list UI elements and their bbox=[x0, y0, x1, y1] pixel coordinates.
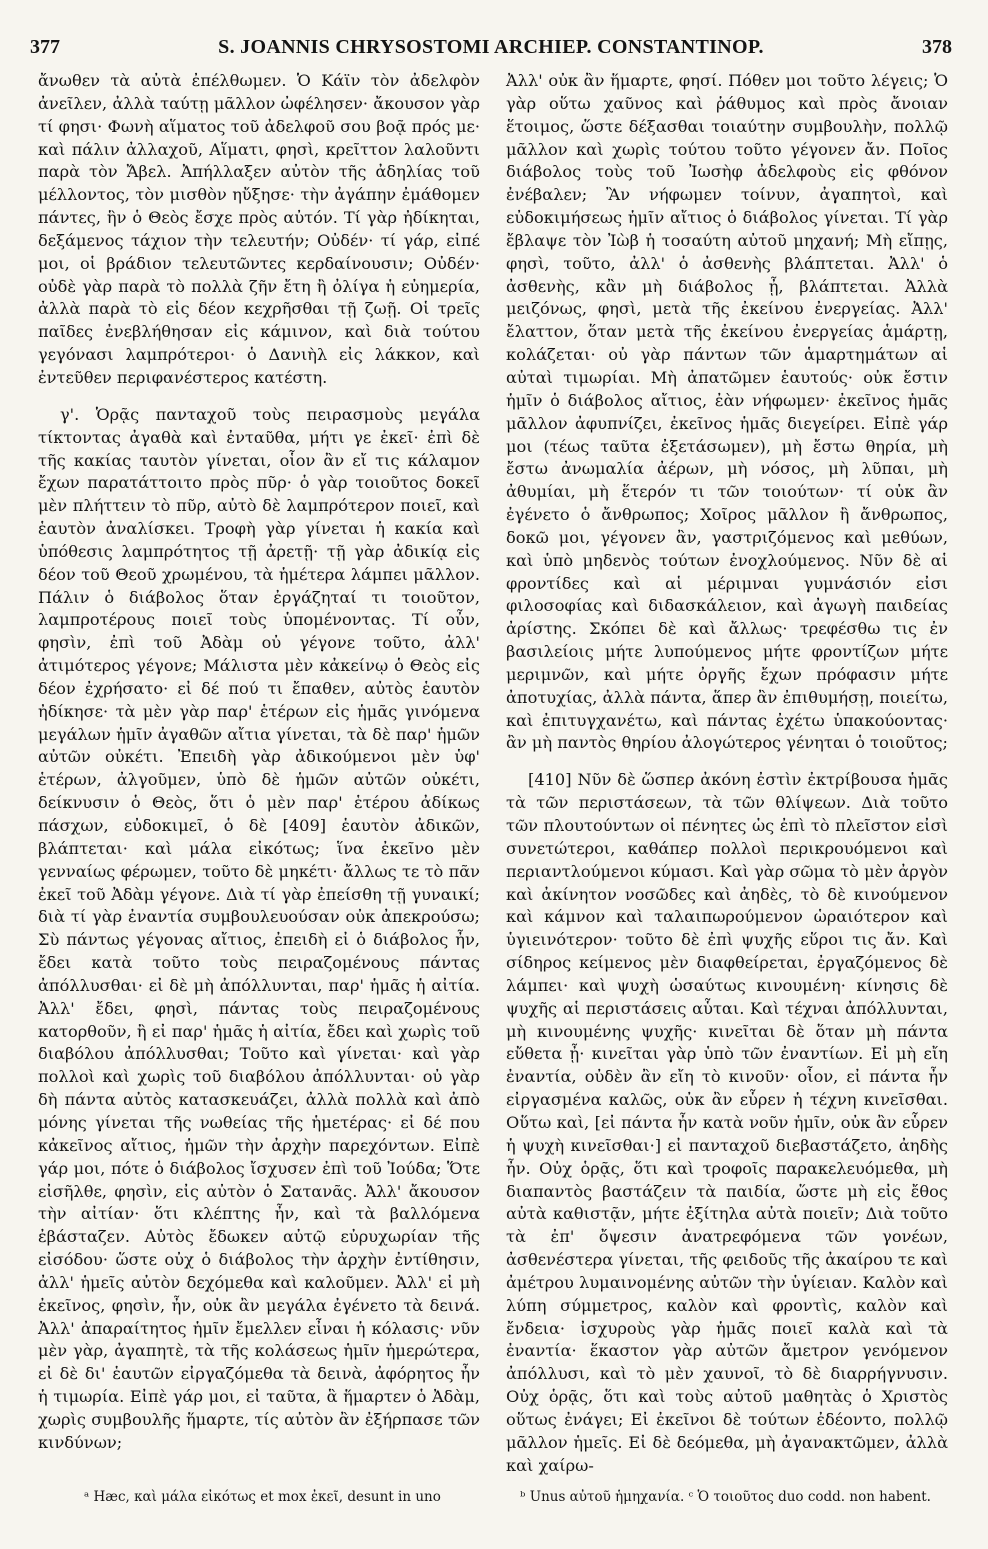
paragraph: ἄνωθεν τὰ αὐτὰ ἐπέλθωμεν. Ὁ Κάϊν τὸν ἀδελφὸν ἀνεῖλεν, ἀλλὰ ταύτῃ μᾶλλον ὠφέλησεν· ἄκουσον γὰρ τί φησι· Φωνὴ αἵματος τοῦ ἀδελφοῦ σου βοᾷ πρός με· καὶ πάλιν ἀλλαχοῦ, Αἵματι, φησὶ, κρεῖττον λαλοῦντι παρὰ τὸν Ἄβελ. Ἀπήλλαξεν αὐτὸν τῆς ἀδηλίας τοῦ μέλλοντος, τὸν μισθὸν ηὔξησε· τὴν ἀγάπην ἐμάθομεν πάντες, ἣν ὁ Θεὸς ἔσχε πρὸς αὐτόν. Τί γὰρ ἠδίκηται, δεξάμενος τάχιον τὴν τελευτήν; Οὐδέν· τί γάρ, εἰπέ μοι, οἱ βράδιον τελευτῶντες κερδαίνουσιν; Οὐδέν· οὐδὲ γὰρ παρὰ τὸ πολλὰ ζῆν ἔτη ἢ ὀλίγα ἡ εὐημερία, ἀλλὰ παρὰ τὸ εἰς δέον κεχρῆσθαι τῇ ζωῇ. Οἱ τρεῖς παῖδες ἐνεβλήθησαν εἰς κάμινον, καὶ διὰ τούτου γεγόνασι λαμπρότεροι· ὁ Δανιὴλ εἰς λάκκον, καὶ ἐντεῦθεν περιφανέστερος κατέστη. bbox=[38, 71, 480, 387]
paragraph: Ἀλλ' οὐκ ἂν ἥμαρτε, φησί. Πόθεν μοι τοῦτο λέγεις; Ὁ γὰρ οὕτω χαῦνος καὶ ῥάθυμος καὶ πρὸς ἄνοιαν ἕτοιμος, ὥστε δέξασθαι τοιαύτην συμβουλὴν, πολλῷ μᾶλλον καὶ χωρὶς τούτου τοῦτο γέγονεν ἄν. Ποῖος διάβολος τοὺς τοῦ Ἰωσὴφ ἀδελφοὺς εἰς φθόνον ἐνέβαλεν; Ἂν νήφωμεν τοίνυν, ἀγαπητοὶ, καὶ εὐδοκιμήσεως ἡμῖν αἴτιος ὁ διάβολος γίνεται. Τί γὰρ ἔβλαψε τὸν Ἰὼβ ἡ τοσαύτη αὐτοῦ μηχανή; Μὴ εἴπῃς, φησὶ, τοῦτο, ἀλλ' ὁ ἀσθενὴς βλάπτεται. Ἀλλ' ὁ ἀσθενὴς, κἂν μὴ διάβολος ᾖ, βλάπτεται. Ἀλλὰ μειζόνως, φησὶ, μετὰ τῆς ἐκείνου ἐνεργείας. Ἀλλ' ἔλαττον, ὅταν μετὰ τῆς ἐκείνου ἐνεργείας ἁμάρτῃ, κολάζεται· οὐ γὰρ πάντων τῶν ἁμαρτημάτων αἱ αὐταὶ τιμωρίαι. Μὴ ἀπατῶμεν ἑαυτούς· οὐκ ἔστιν ἡμῖν ὁ διάβολος αἴτιος, ἐὰν νήφωμεν· ἐκεῖνος ἡμᾶς μᾶλλον ἀφυπνίζει, ἐκεῖνος ἡμᾶς διεγείρει. Εἰπὲ γάρ μοι (τέως ταῦτα ἐξετάσωμεν), μὴ ἔστω θηρία, μὴ ἔστω ἀνωμαλία ἀέρων, μὴ νόσος, μὴ λῦπαι, μὴ ἀθυμίαι, μὴ ἕτερόν τι τῶν τοιούτων· τί οὐκ ἂν ἐγένετο ὁ ἄνθρωπος; Χοῖρος μᾶλλον ἢ ἄνθρωπος, δοκῶ μοι, γέγονεν ἂν, γαστριζόμενος καὶ μεθύων, καὶ ὑπὸ μηδενὸς τούτων ἐνοχλούμενος. Νῦν δὲ αἱ φροντίδες καὶ αἱ μέριμναι γυμνάσιόν εἰσι φιλοσοφίας καὶ διδασκάλειον, καὶ ἀγωγὴ παιδείας ἀρίστης. Σκόπει δὲ καὶ ἄλλως· τρεφέσθω τις ἐν βασιλείοις μήτε λυπούμενος μήτε φροντίζων μήτε μεριμνῶν, καὶ μήτε ὀργῆς ἔχων πρόφασιν μήτε ἀποτυχίας, ἀλλὰ πάντα, ἅπερ ἂν ἐπιθυμήσῃ, ποιείτω, καὶ ἐπιτυγχανέτω, καὶ πάντας ἐχέτω ὑπακούοντας· ἂν μὴ παντὸς θηρίου ἀλογώτερος γένηται ὁ τοιοῦτος; bbox=[506, 71, 948, 753]
footnote-right: ᵇ Unus αὐτοῦ ἡμηχανία. ᶜ Ὁ τοιοῦτος duo codd. non habent. bbox=[520, 1489, 931, 1505]
paragraph: [410] Νῦν δὲ ὥσπερ ἀκόνη ἐστὶν ἐκτρίβουσα ἡμᾶς τὰ τῶν περιστάσεων, τὰ τῶν θλίψεων. Διὰ τοῦτο τῶν πλουτούντων οἱ πένητες ὡς ἐπὶ τὸ πλεῖστον εἰσὶ συνετώτεροι, καθάπερ πολλοὶ περικρουόμενοι καὶ περιαντλούμενοι κύμασι. Καὶ γὰρ σῶμα τὸ μὲν ἀργὸν καὶ ἀκίνητον νοσῶδες καὶ ἀηδὲς, τὸ δὲ κινούμενον καὶ κάμνον καὶ ταλαιπωρούμενον ὡραιότερον καὶ ὑγιεινότερον· τοῦτο δὲ ἐπὶ ψυχῆς εὕροι τις ἄν. Καὶ σίδηρος κείμενος μὲν διαφθείρεται, ἐργαζόμενος δὲ λάμπει· καὶ ψυχὴ ὡσαύτως κινουμένη· κίνησις δὲ ψυχῆς αἱ περιστάσεις αὗται. Καὶ τέχναι ἀπόλλυνται, μὴ κινουμένης ψυχῆς· κινεῖται δὲ ὅταν μὴ πάντα εὔθετα ᾖ· κινεῖται γὰρ ὑπὸ τῶν ἐναντίων. Εἰ μὴ εἴη ἐναντία, οὐδὲν ἂν εἴη τὸ κινοῦν· οἷον, εἰ πάντα ἦν εἰργασμένα καλῶς, οὐκ ἂν εὗρεν ἡ τέχνη κινεῖσθαι. Οὕτω καὶ, [εἰ πάντα ἦν κατὰ νοῦν ἡμῖν, οὐκ ἂν εὗρεν ἡ ψυχὴ κινεῖσθαι·] εἰ πανταχοῦ διεβαστάζετο, ἀηδὴς ἦν. Οὐχ ὁρᾷς, ὅτι καὶ τροφοῖς παρακελευόμεθα, μὴ διαπαντὸς βαστάζειν τὰ παιδία, ὥστε μὴ εἰς ἔθος αὐτὰ καθιστᾷν, μήτε ἐξίτηλα αὐτὰ ποιεῖν; Διὰ τοῦτο τὰ ἐπ' ὄψεσιν ἀνατρεφόμενα τῶν γονέων, ἀσθενέστερα γίνεται, τῆς φειδοῦς τῆς ἀκαίρου τε καὶ ἀμέτρου λυμαινομένης αὐτῶν τὴν ὑγίειαν. Καλὸν καὶ λύπη σύμμετρος, καλὸν καὶ φροντὶς, καλὸν καὶ ἔνδεια· ἰσχυροὺς γὰρ ἡμᾶς ποιεῖ καλὰ καὶ τὰ ἐναντία· ἕκαστον γὰρ αὐτῶν ἄμετρον γενόμενον ἀπόλλυσι, καὶ τὸ μὲν χαυνοῖ, τὸ δὲ διαρρήγνυσιν. Οὐχ ὁρᾷς, ὅτι καὶ τοὺς αὐτοῦ μαθητὰς ὁ Χριστὸς οὕτως ἐνάγει; Εἰ ἐκεῖνοι δὲ τούτων ἐδέοντο, πολλῷ μᾶλλον ἡμεῖς. Εἰ δὲ δεόμεθα, μὴ ἀγανακτῶμεν, ἀλλὰ καὶ χαίρω- bbox=[506, 770, 948, 1475]
paragraph: γ'. Ὁρᾷς πανταχοῦ τοὺς πειρασμοὺς μεγάλα τίκτοντας ἀγαθὰ καὶ ἐνταῦθα, μήτι γε ἐκεῖ· ἐπὶ δὲ τῆς κακίας ταυτὸν γίνεται, οἷον ἂν εἴ τις κάλαμον ἔχων παρατάττοιτο πρὸς πῦρ· ὁ γὰρ τοιοῦτος δοκεῖ μὲν πλήττειν τὸ πῦρ, αὐτὸ δὲ λαμπρότερον ποιεῖ, καὶ ἑαυτὸν ἀναλίσκει. Τροφὴ γὰρ γίνεται ἡ κακία καὶ ὑπόθεσις λαμπρότητος τῇ ἀρετῇ· τῇ γὰρ ἀδικίᾳ εἰς δέον τοῦ Θεοῦ χρωμένου, τὰ ἡμέτερα λάμπει μᾶλλον. Πάλιν ὁ διάβολος ὅταν ἐργάζηταί τι τοιοῦτον, λαμπροτέρους ποιεῖ τοὺς ὑπομένοντας. Τί οὖν, φησὶν, ἐπὶ τοῦ Ἀδὰμ οὐ γέγονε τοῦτο, ἀλλ' ἀτιμότερος γέγονε; Μάλιστα μὲν κἀκείνῳ ὁ Θεὸς εἰς δέον ἐχρήσατο· εἰ δέ πού τι ἔπαθεν, αὐτὸς ἑαυτὸν ἠδίκησε· τὰ μὲν γὰρ παρ' ἑτέρων εἰς ἡμᾶς γινόμενα μεγάλων ἡμῖν ἀγαθῶν αἴτια γίνεται, τὰ δὲ παρ' ἡμῶν αὐτῶν οὐκέτι. Ἐπειδὴ γὰρ ἀδικούμενοι μὲν ὑφ' ἑτέρων, ἀλγοῦμεν, ὑπὸ δὲ ἡμῶν αὐτῶν οὐκέτι, δείκνυσιν ὁ Θεὸς, ὅτι ὁ μὲν παρ' ἑτέρου ἀδίκως πάσχων, εὐδοκιμεῖ, ὁ δὲ [409] ἑαυτὸν ἀδικῶν, βλάπτεται· καὶ μάλα εἰκότως; ἵνα ἐκεῖνο μὲν γενναίως φέρωμεν, τοῦτο δὲ μηκέτι· ἄλλως τε τὸ πᾶν ἐκεῖ τοῦ Ἀδὰμ γέγονε. Διὰ τί γὰρ ἐπείσθη τῇ γυναικί; διὰ τί γὰρ ἐναντία συμβουλευούσαν οὐκ ἀπεκρούσω; Σὺ πάντως γέγονας αἴτιος, ἐπειδὴ εἰ ὁ διάβολος ἦν, ἔδει κατὰ τοῦτο τοὺς πειραζομένους πάντας ἀπόλλυσθαι· εἰ δὲ μὴ ἀπόλλυνται, παρ' ἡμᾶς ἡ αἰτία. Ἀλλ' ἔδει, φησὶ, πάντας τοὺς πειραζομένους κατορθοῦν, ἢ εἰ παρ' ἡμᾶς ἡ αἰτία, ἔδει καὶ χωρὶς τοῦ διαβόλου ἀπόλλυσθαι; Τοῦτο καὶ γίνεται· καὶ γὰρ πολλοὶ καὶ χωρὶς τοῦ διαβόλου ἀπόλλυνται· οὐ γὰρ δὴ πάντα αὐτὸς κατασκευάζει, ἀλλὰ πολλὰ καὶ ἀπὸ μόνης γίνεται τῆς νωθείας τῆς ἡμετέρας· εἰ δέ που κἀκεῖνος αἴτιος, ἡμῶν τὴν ἀρχὴν παρεχόντων. Εἰπὲ γάρ μοι, πότε ὁ διάβολος ἴσχυσεν ἐπὶ τοῦ Ἰούδα; Ὅτε εἰσῆλθε, φησὶν, εἰς αὐτὸν ὁ Σατανᾶς. Ἀλλ' ἄκουσον τὴν αἰτίαν· ὅτι κλέπτης ἦν, καὶ τὰ βαλλόμενα ἐβάσταζεν. Αὐτὸς ἔδωκεν αὐτῷ εὐρυχωρίαν τῆς εἰσόδου· ὥστε οὐχ ὁ διάβολος τὴν ἀρχὴν ἐντίθησιν, ἀλλ' ἡμεῖς αὐτὸν δεχόμεθα καὶ καλοῦμεν. Ἀλλ' εἰ μὴ ἐκεῖνος, φησὶν, ἦν, οὐκ ἂν μεγάλα ἐγένετο τὰ δεινά. Ἀλλ' ἀπαραίτητος ἡμῖν ἔμελλεν εἶναι ἡ κόλασις· νῦν μὲν γὰρ, ἀγαπητὲ, τὰ τῆς κολάσεως ἡμῖν ἡμερώτερα, εἰ δὲ δι' ἑαυτῶν εἰργαζόμεθα τὰ δεινὰ, ἀφόρητος ἦν ἡ τιμωρία. Εἰπὲ γάρ μοι, εἰ ταῦτα, ἃ ἥμαρτεν ὁ Ἀδὰμ, χωρὶς συμβουλῆς ἥμαρτε, τίς αὐτὸν ἂν ἐξήρπασε τῶν κινδύνων; bbox=[38, 404, 480, 1452]
right-column bbox=[506, 70, 948, 1477]
left-column bbox=[38, 70, 480, 1455]
running-title: S. JOANNIS CHRYSOSTOMI ARCHIEP. CONSTANTINOP. bbox=[218, 36, 764, 58]
right-page-number: 378 bbox=[922, 36, 952, 58]
footnote-left: ᵃ Hæc, καὶ μάλα εἰκότως et mox ἐκεῖ, desunt in uno bbox=[84, 1489, 441, 1505]
page-header bbox=[30, 36, 952, 64]
left-page-number: 377 bbox=[30, 36, 60, 58]
